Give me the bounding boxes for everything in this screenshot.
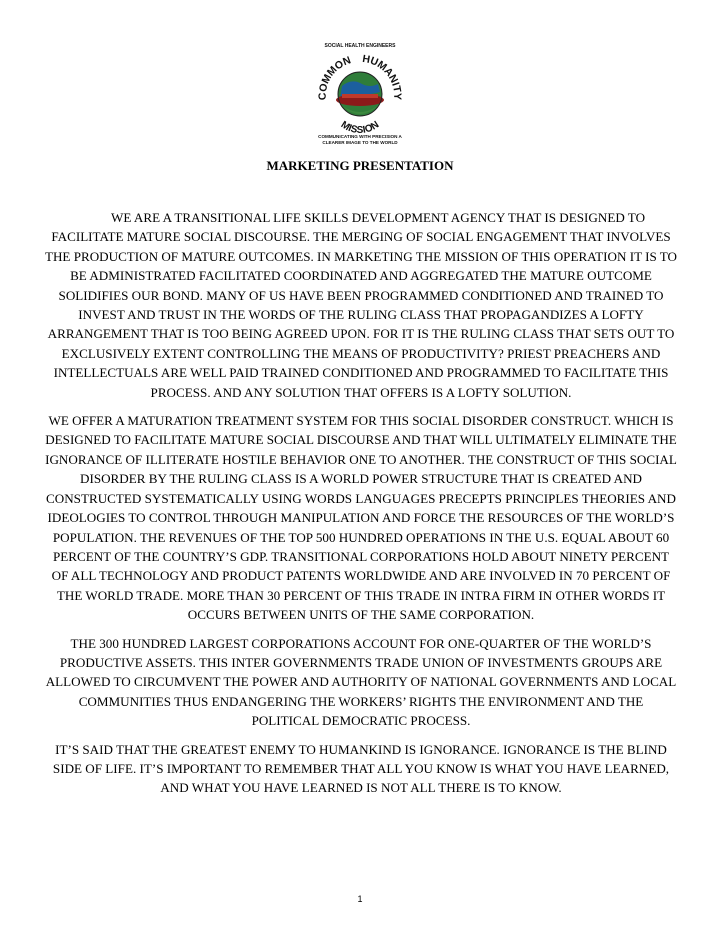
logo-tagline-1: COMMUNICATING WITH PRECISION A <box>318 134 402 139</box>
document-title: MARKETING PRESENTATION <box>266 158 454 173</box>
paragraph-2: WE OFFER A MATURATION TREATMENT SYSTEM FOR THIS SOCIAL DISORDER CONSTRUCT. WHICH IS DESIGNED TO FACILITATE MATURE SOCIAL DISCOURSE AND THAT WILL ULTIMATELY ELIMINATE THE IGNORANCE OF ILLITERATE HOSTILE BEHAVIOR ONE TO ANOTHER. THE CONSTRUCT OF THIS SOCIAL DISORDER BY THE RULING CLASS IS A WORLD POWER STRUCTURE THAT IS CREATED AND CONSTRUCTED SYSTEMATICALLY USING WORDS LANGUAGES PRECEPTS PRINCIPLES THEORIES AND IDEOLOGIES TO CONTROL THROUGH MANIPULATION AND FORCE THE RESOURCES OF THE WORLD’S POPULATION. THE REVENUES OF THE TOP 500 HUNDRED OPERATIONS IN THE U.S. EQUAL ABOUT 60 PERCENT OF THE COUNTRY’S GDP. TRANSITIONAL CORPORATIONS HOLD ABOUT NINETY PERCENT OF ALL TECHNOLOGY AND PRODUCT PATENTS WORLDWIDE AND ARE INVOLVED IN 70 PERCENT OF THE WORLD TRADE. MORE THAN 30 PERCENT OF THIS TRADE IN INTRA FIRM IN OTHER WORDS IT OCCURS BETWEEN UNITS OF THE SAME CORPORATION. <box>45 413 677 623</box>
logo-word-bottom: MISSION <box>338 119 382 137</box>
logo-graphic <box>300 38 420 150</box>
paragraph-1: WE ARE A TRANSITIONAL LIFE SKILLS DEVELOPMENT AGENCY THAT IS DESIGNED TO FACILITATE MATURE SOCIAL DISCOURSE. THE MERGING OF SOCIAL ENGAGEMENT THAT INVOLVES THE PRODUCTION OF MATURE OUTCOMES. IN MARKETING THE MISSION OF THIS OPERATION IT IS TO BE ADMINISTRATED FACILITATED COORDINATED AND AGGREGATED THE MATURE OUTCOME SOLIDIFIES OUR BOND. MANY OF US HAVE BEEN PROGRAMMED CONDITIONED AND TRAINED TO INVEST AND TRUST IN THE WORDS OF THE RULING CLASS THAT PROPAGANDIZES A LOFTY ARRANGEMENT THAT IS TOO BEING AGREED UPON. FOR IT IS THE RULING CLASS THAT SETS OUT TO EXCLUSIVELY EXTENT CONTROLLING THE MEANS OF PRODUCTIVITY? PRIEST PREACHERS AND INTELLECTUALS ARE WELL PAID TRAINED CONDITIONED AND PROGRAMMED TO FACILITATE THIS PROCESS. AND ANY SOLUTION THAT OFFERS IS A LOFTY SOLUTION. <box>44 210 678 400</box>
paragraph-4: IT’S SAID THAT THE GREATEST ENEMY TO HUMANKIND IS IGNORANCE. IGNORANCE IS THE BLIND SIDE OF LIFE. IT’S IMPORTANT TO REMEMBER THAT ALL YOU KNOW IS WHAT YOU HAVE LEARNED, AND WHAT YOU HAVE LEARNED IS NOT ALL THERE IS TO KNOW. <box>52 741 670 796</box>
logo-word-left: COMMON <box>316 54 353 101</box>
paragraph-3: THE 300 HUNDRED LARGEST CORPORATIONS ACCOUNT FOR ONE-QUARTER OF THE WORLD’S PRODUCTIVE ASSETS. THIS INTER GOVERNMENTS TRADE UNION OF INVESTMENTS GROUPS ARE ALLOWED TO CIRCUMVENT THE POWER AND AUTHORITY OF NATIONAL GOVERNMENTS AND LOCAL COMMUNITIES THUS ENDANGERING THE WORKERS’ RIGHTS THE ENVIRONMENT AND THE POLITICAL DEMOCRATIC PROCESS. <box>45 635 677 729</box>
logo-tagline-2: CLEARER IMAGE TO THE WORLD <box>322 140 398 145</box>
logo-word-right: HUMANITY <box>361 52 404 101</box>
common-humanity-mission-logo <box>300 38 420 150</box>
page-number: 1 <box>357 894 363 904</box>
document-body <box>44 208 678 807</box>
logo-top-text: SOCIAL HEALTH ENGINEERS <box>324 43 396 49</box>
